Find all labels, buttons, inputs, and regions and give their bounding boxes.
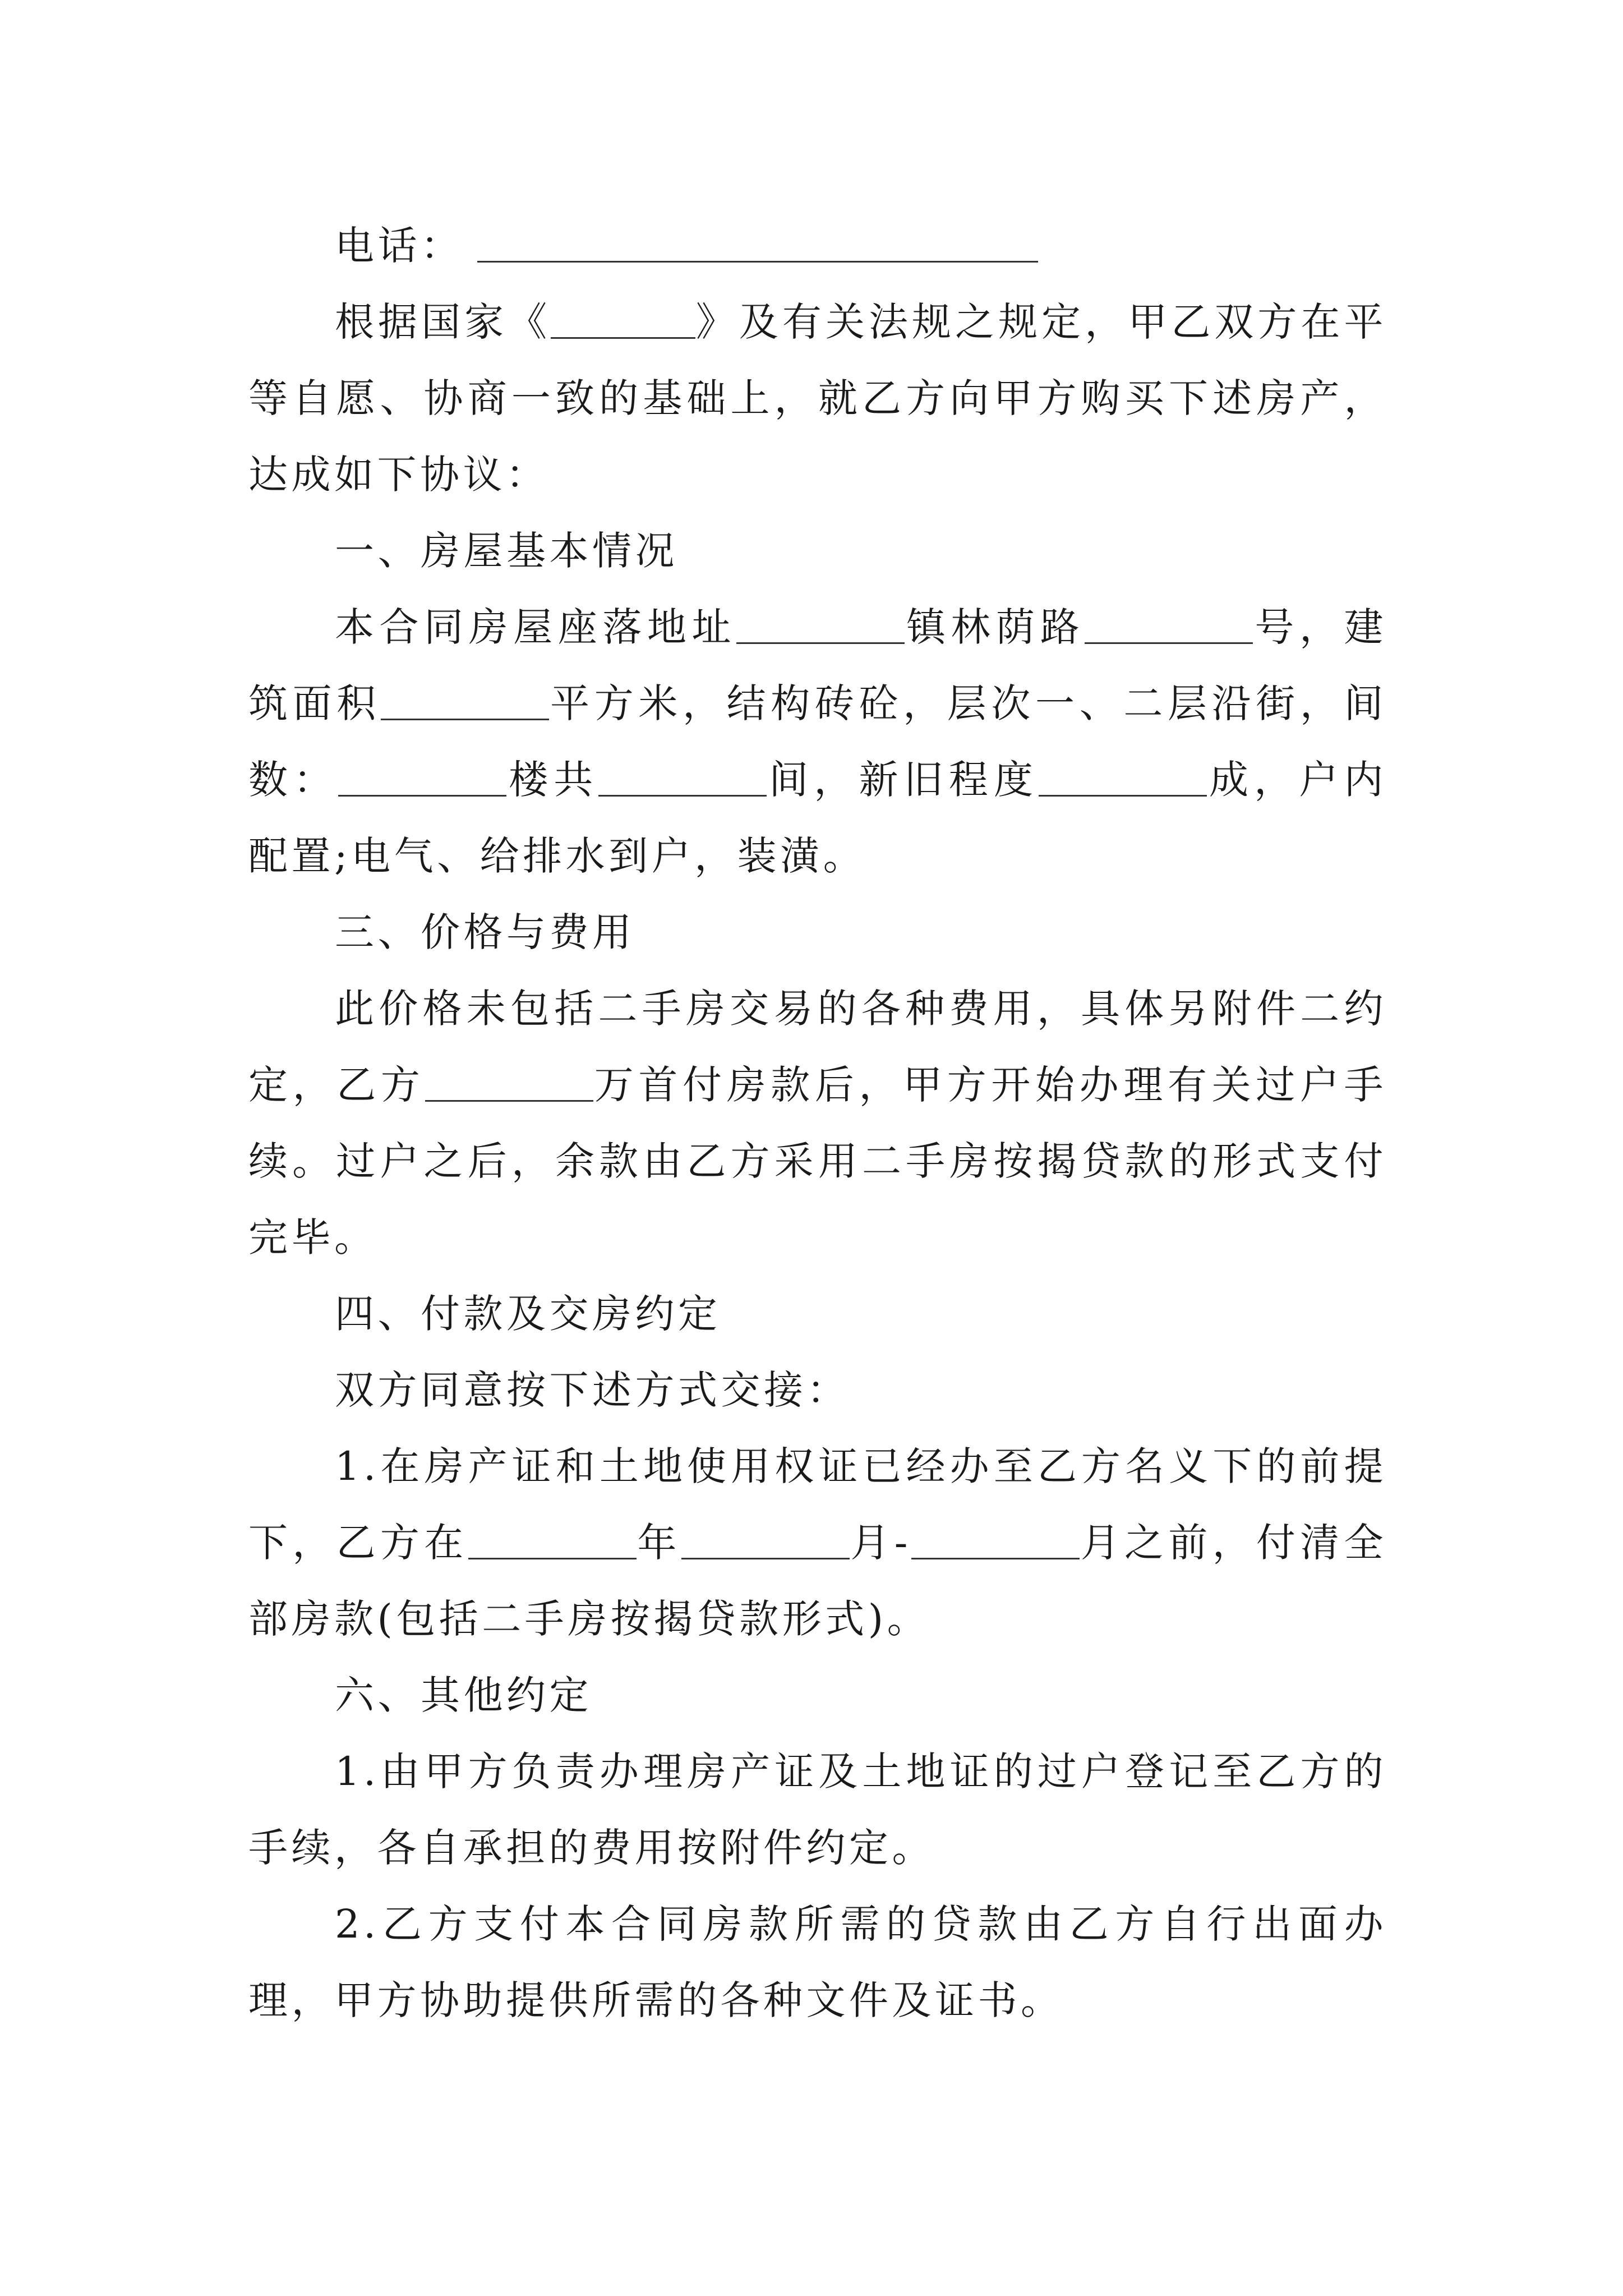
floor-blank xyxy=(338,756,506,797)
house-info-paragraph xyxy=(248,589,1387,894)
price-paragraph xyxy=(248,970,1387,1276)
phone-label: 电话： xyxy=(335,223,464,269)
address-label: 本合同房屋座落地址 xyxy=(335,604,737,650)
house-number-blank xyxy=(1085,603,1253,644)
year-label: 年 xyxy=(636,1520,681,1566)
section-1-title: 一、房屋基本情况 xyxy=(335,528,678,574)
rooms-label: 平方米，结构砖砼，层次一、二层沿街，间数： xyxy=(248,680,1387,803)
intro-text-end: 》及有关法规之规定，甲乙双方在平等自愿、协商一致的基础上，就乙方向甲方购买下述房产，达成如下协议： xyxy=(248,299,1387,498)
document-body xyxy=(248,208,1387,2039)
payment-text-end: 月之前，付清全部房款(包括二手房按揭贷款形式)。 xyxy=(248,1520,1387,1642)
section-6-title: 六、其他约定 xyxy=(335,1672,592,1718)
year-blank xyxy=(468,1519,637,1559)
month-end-blank xyxy=(911,1519,1080,1559)
section-3-title: 三、价格与费用 xyxy=(335,909,635,955)
down-payment-blank xyxy=(425,1061,593,1102)
phone-blank xyxy=(477,222,1038,263)
payment-clause-1 xyxy=(248,1428,1387,1657)
handover-intro: 双方同意按下述方式交接： xyxy=(335,1367,850,1413)
law-name-blank xyxy=(551,298,695,339)
road-label: 镇林荫路 xyxy=(905,604,1085,650)
price-text-start: 此价格未包括二手房交易的各种费用，具体另附件二约定，乙方 xyxy=(248,986,1387,1108)
month-range-label: 月- xyxy=(849,1520,911,1566)
area-label: 号，建筑面积 xyxy=(248,604,1387,726)
other-clause-1: 1.由甲方负责办理房产证及土地证的过户登记至乙方的手续，各自承担的费用按附件约定。 xyxy=(248,1749,1387,1871)
town-blank xyxy=(736,603,905,644)
intro-paragraph xyxy=(248,284,1387,513)
month-start-blank xyxy=(681,1519,850,1559)
payment-text-start: 1.在房产证和土地使用权证已经办至乙方名义下的前提下，乙方在 xyxy=(248,1443,1387,1566)
condition-blank xyxy=(1039,756,1207,797)
section-4-title: 四、付款及交房约定 xyxy=(335,1291,721,1337)
floor-total-label: 楼共 xyxy=(506,757,599,803)
room-count-blank xyxy=(598,756,767,797)
area-blank xyxy=(381,679,549,720)
other-clause-2: 2.乙方支付本合同房款所需的贷款由乙方自行出面办理，甲方协助提供所需的各种文件及证书。 xyxy=(248,1901,1387,2023)
intro-text-start: 根据国家《 xyxy=(335,299,551,345)
condition-label: 间，新旧程度 xyxy=(767,757,1039,803)
price-text-end: 万首付房款后，甲方开始办理有关过户手续。过户之后，余款由乙方采用二手房按揭贷款的形式支付完毕。 xyxy=(248,1062,1387,1260)
phone-line xyxy=(248,208,1387,284)
fittings-text: 成，户内配置;电气、给排水到户，装潢。 xyxy=(248,757,1387,879)
